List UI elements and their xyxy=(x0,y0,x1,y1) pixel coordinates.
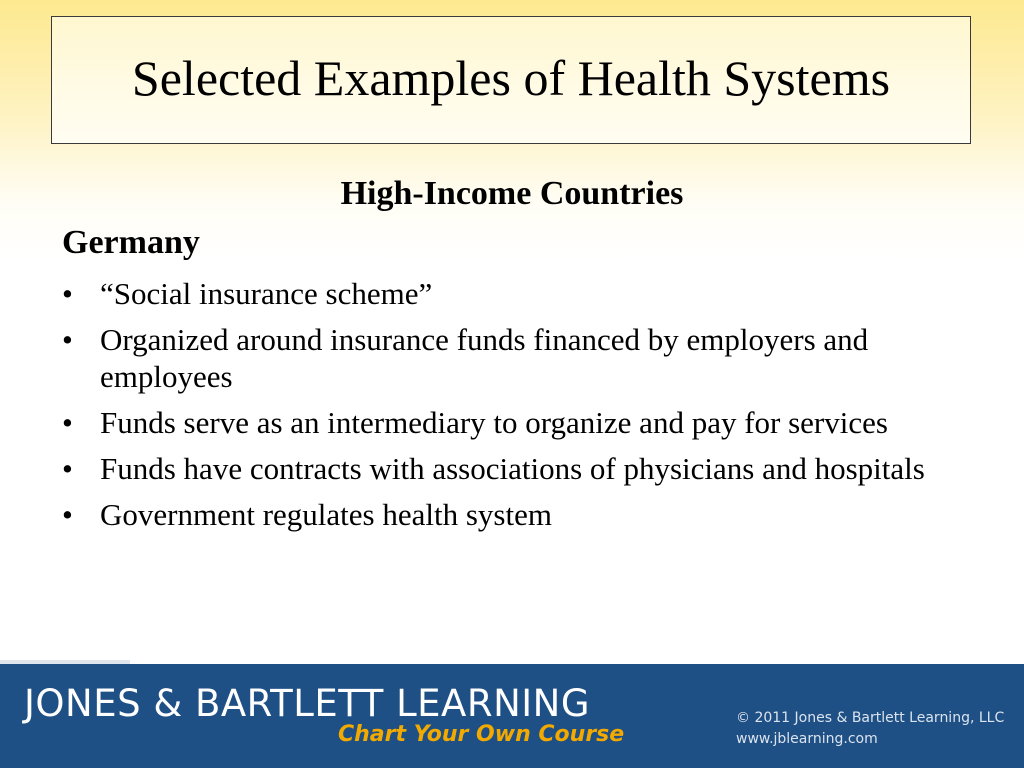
publisher-logo: JONES & BARTLETT LEARNING xyxy=(24,682,591,725)
slide-title: Selected Examples of Health Systems xyxy=(131,50,891,106)
bullet-text: “Social insurance scheme” xyxy=(100,276,433,311)
bullet-dot-icon: • xyxy=(62,322,73,357)
website-url: www.jblearning.com xyxy=(736,731,878,747)
title-box xyxy=(51,16,971,144)
copyright-notice: © 2011 Jones & Bartlett Learning, LLC xyxy=(736,710,1005,726)
bullet-text: Organized around insurance funds financed by employers and employees xyxy=(100,322,869,394)
bullet-item xyxy=(62,450,962,487)
bullet-text: Funds have contracts with associations of physicians and hospitals xyxy=(100,451,925,486)
bullet-item xyxy=(62,321,962,395)
bullet-dot-icon: • xyxy=(62,497,73,532)
bullet-dot-icon: • xyxy=(62,405,73,440)
bullet-item xyxy=(62,275,962,312)
bullet-dot-icon: • xyxy=(62,451,73,486)
publisher-tagline: Chart Your Own Course xyxy=(338,722,625,747)
bullet-text: Funds serve as an intermediary to organize and pay for services xyxy=(100,405,888,440)
bullet-list xyxy=(62,275,962,542)
bullet-text: Government regulates health system xyxy=(100,497,552,532)
slide-subtitle: High-Income Countries xyxy=(340,175,684,212)
bullet-item xyxy=(62,496,962,533)
bullet-dot-icon: • xyxy=(62,276,73,311)
footer-bar xyxy=(0,664,1024,768)
country-heading: Germany xyxy=(62,224,200,261)
bullet-item xyxy=(62,404,962,441)
